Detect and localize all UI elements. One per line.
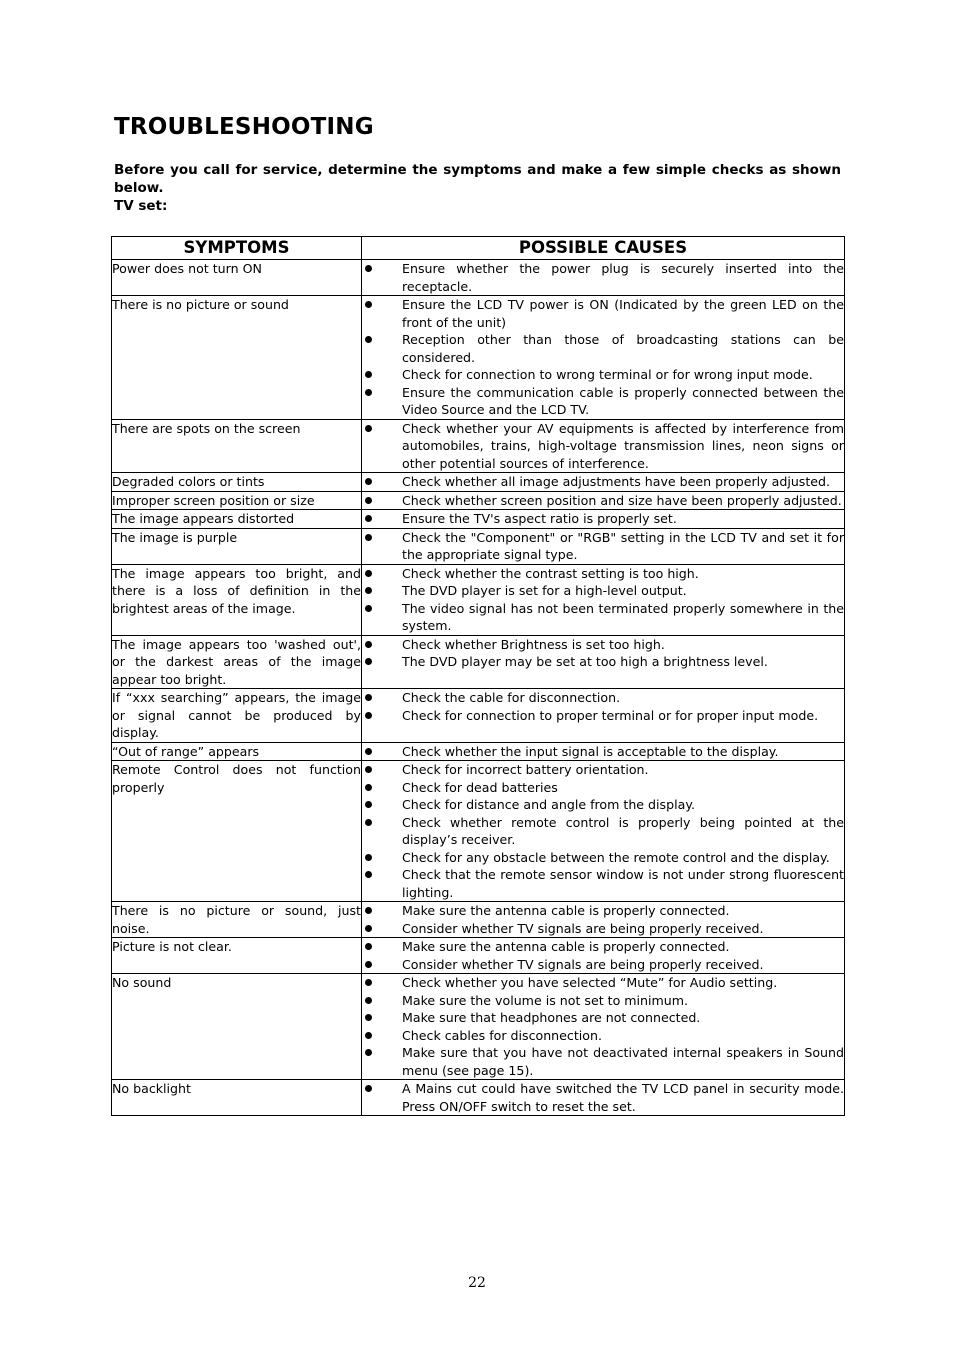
symptom-cell: Remote Control does not function properly [112,761,362,902]
bullet-icon [362,473,402,491]
causes-cell [362,635,845,689]
cause-item [362,1027,844,1045]
cause-item [362,653,844,671]
bullet-icon [362,992,402,1010]
cause-item [362,366,844,384]
table-row [112,260,845,296]
symptom-cell: The image appears too bright, and there is a loss of definition in the brightest areas of the image. [112,564,362,635]
cause-text: Check for incorrect battery orientation. [402,762,649,777]
causes-cell [362,689,845,743]
bullet-icon [362,779,402,797]
symptom-cell: If “xxx searching” appears, the image or signal cannot be produced by display. [112,690,361,740]
cause-item [362,707,844,725]
bullet-icon [362,902,402,920]
causes-cell [362,938,845,974]
symptom-cell: The image appears too 'washed out', or the darkest areas of the image appear too bright. [112,636,361,687]
symptom-cell: The image is purple [112,528,362,564]
cause-text: Check whether all image adjustments have been properly adjusted. [402,474,831,489]
cause-text: The video signal has not been terminated properly somewhere in the system. [402,600,844,633]
table-row [112,510,845,529]
bullet-icon [362,974,402,992]
symptom-cell: Degraded colors or tints [112,473,362,492]
symptoms-header: SYMPTOMS [112,237,362,260]
cause-text: Check whether remote control is properly being pointed at the display’s receiver. [402,814,844,847]
bullet-icon [362,956,402,974]
table-header-row [112,237,845,260]
cause-item [362,1009,844,1027]
bullet-icon [362,420,402,473]
bullet-icon [362,707,402,725]
cause-item [362,582,844,600]
table-row [112,419,845,473]
cause-item [362,814,844,849]
table-row [112,635,845,689]
cause-item [362,956,844,974]
symptom-cell: There is no picture or sound [112,296,362,420]
cause-item [362,866,844,901]
bullet-icon [362,600,402,635]
intro-block [114,161,841,215]
cause-item [362,529,844,564]
table-row [112,689,845,743]
cause-text: Check for distance and angle from the display. [402,797,695,812]
possible-causes-header: POSSIBLE CAUSES [362,237,845,260]
cause-item [362,974,844,992]
cause-text: Make sure that you have not deactivated internal speakers in Sound menu (see page 15). [402,1045,844,1078]
cause-text: Check for connection to wrong terminal or for wrong input mode. [402,367,813,382]
symptom-cell: Power does not turn ON [112,260,362,296]
cause-text: Check for any obstacle between the remote control and the display. [402,849,830,865]
cause-item [362,600,844,635]
cause-text: Ensure whether the power plug is securely inserted into the receptacle. [402,261,844,294]
section-label: TV set: [114,198,168,214]
cause-item [362,260,844,295]
table-row [112,974,845,1080]
cause-text: Make sure the antenna cable is properly connected. [402,939,730,954]
symptom-cell: Improper screen position or size [112,491,362,510]
causes-cell [362,419,845,473]
causes-cell [362,260,845,296]
intro-text: Before you call for service, determine the symptoms and make a few simple checks as shown below. [114,162,841,196]
cause-item [362,384,844,419]
table-row [112,296,845,420]
bullet-icon [362,260,402,295]
page-title: TROUBLESHOOTING [114,114,374,140]
causes-cell [362,473,845,492]
bullet-icon [362,529,402,564]
causes-cell [362,742,845,761]
symptom-cell: No sound [112,974,362,1080]
bullet-icon [362,920,402,938]
cause-item [362,1080,844,1115]
cause-item [362,331,844,366]
causes-cell [362,564,845,635]
causes-cell [362,510,845,529]
bullet-icon [362,636,402,654]
cause-text: Check whether screen position and size have been properly adjusted. [402,492,842,508]
cause-item [362,565,844,583]
symptom-cell: “Out of range” appears [112,742,362,761]
table-row [112,938,845,974]
cause-item [362,296,844,331]
causes-cell [362,528,845,564]
causes-cell [362,902,845,938]
bullet-icon [362,1027,402,1045]
bullet-icon [362,689,402,707]
bullet-icon [362,653,402,671]
cause-text: Make sure the antenna cable is properly connected. [402,903,730,918]
cause-text: Ensure the LCD TV power is ON (Indicated by the green LED on the front of the unit) [402,297,844,330]
bullet-icon [362,938,402,956]
cause-text: Check that the remote sensor window is not under strong fluorescent lighting. [402,867,844,900]
table-row [112,1080,845,1116]
causes-cell [362,761,845,902]
bullet-icon [362,761,402,779]
bullet-icon [362,510,402,528]
bullet-icon [362,492,402,510]
cause-text: Make sure that headphones are not connected. [402,1010,701,1025]
symptom-cell: No backlight [112,1080,362,1116]
bullet-icon [362,814,402,849]
cause-text: Check whether your AV equipments is affected by interference from automobiles, trains, high-voltage transmission lines, neon signs or other potential sources of interference. [402,420,844,471]
cause-item [362,796,844,814]
cause-text: A Mains cut could have switched the TV LCD panel in security mode. Press ON/OFF switch to reset the set. [402,1081,844,1114]
bullet-icon [362,331,402,366]
cause-item [362,1044,844,1079]
table-row [112,902,845,938]
cause-text: The DVD player may be set at too high a brightness level. [402,654,768,669]
bullet-icon [362,366,402,384]
cause-text: Consider whether TV signals are being properly received. [402,956,764,972]
bullet-icon [362,866,402,901]
cause-text: Check whether the input signal is acceptable to the display. [402,743,779,759]
bullet-icon [362,384,402,419]
table-row [112,491,845,510]
page-number: 22 [468,1275,486,1291]
cause-item [362,743,844,761]
cause-item [362,510,844,528]
bullet-icon [362,1009,402,1027]
cause-text: Check the "Component" or "RGB" setting in the LCD TV and set it for the appropriate signal type. [402,529,844,562]
cause-item [362,761,844,779]
bullet-icon [362,565,402,583]
bullet-icon [362,743,402,761]
cause-text: Check for connection to proper terminal or for proper input mode. [402,707,819,723]
cause-text: Reception other than those of broadcasting stations can be considered. [402,332,844,365]
cause-item [362,473,844,491]
cause-item [362,849,844,867]
cause-text: Check cables for disconnection. [402,1027,602,1043]
table-row [112,528,845,564]
causes-cell [362,974,845,1080]
table-row [112,761,845,902]
symptom-cell: The image appears distorted [112,510,362,529]
cause-item [362,636,844,654]
bullet-icon [362,1044,402,1079]
cause-item [362,938,844,956]
causes-cell [362,1080,845,1116]
cause-text: Check for dead batteries [402,779,558,795]
bullet-icon [362,796,402,814]
cause-text: The DVD player is set for a high-level output. [402,583,687,598]
cause-item [362,689,844,707]
cause-item [362,992,844,1010]
cause-text: Consider whether TV signals are being properly received. [402,920,764,936]
cause-item [362,420,844,473]
cause-item [362,902,844,920]
troubleshooting-table [111,236,845,1116]
cause-text: Ensure the TV's aspect ratio is properly set. [402,511,677,526]
cause-item [362,920,844,938]
bullet-icon [362,296,402,331]
bullet-icon [362,582,402,600]
table-row [112,742,845,761]
cause-text: Check whether you have selected “Mute” for Audio setting. [402,975,778,990]
cause-text: Check the cable for disconnection. [402,690,621,705]
cause-text: Check whether Brightness is set too high. [402,636,665,652]
causes-cell [362,491,845,510]
table-body [112,260,845,1116]
bullet-icon [362,849,402,867]
table-row [112,473,845,492]
table-row [112,564,845,635]
symptom-cell: There is no picture or sound, just noise. [112,903,361,936]
causes-cell [362,296,845,420]
cause-text: Check whether the contrast setting is too high. [402,565,699,581]
bullet-icon [362,1080,402,1115]
cause-text: Make sure the volume is not set to minimum. [402,992,689,1008]
cause-item [362,492,844,510]
symptom-cell: There are spots on the screen [112,419,362,473]
cause-item [362,779,844,797]
symptom-cell: Picture is not clear. [112,938,362,974]
cause-text: Ensure the communication cable is properly connected between the Video Source and the LCD TV. [402,384,844,417]
